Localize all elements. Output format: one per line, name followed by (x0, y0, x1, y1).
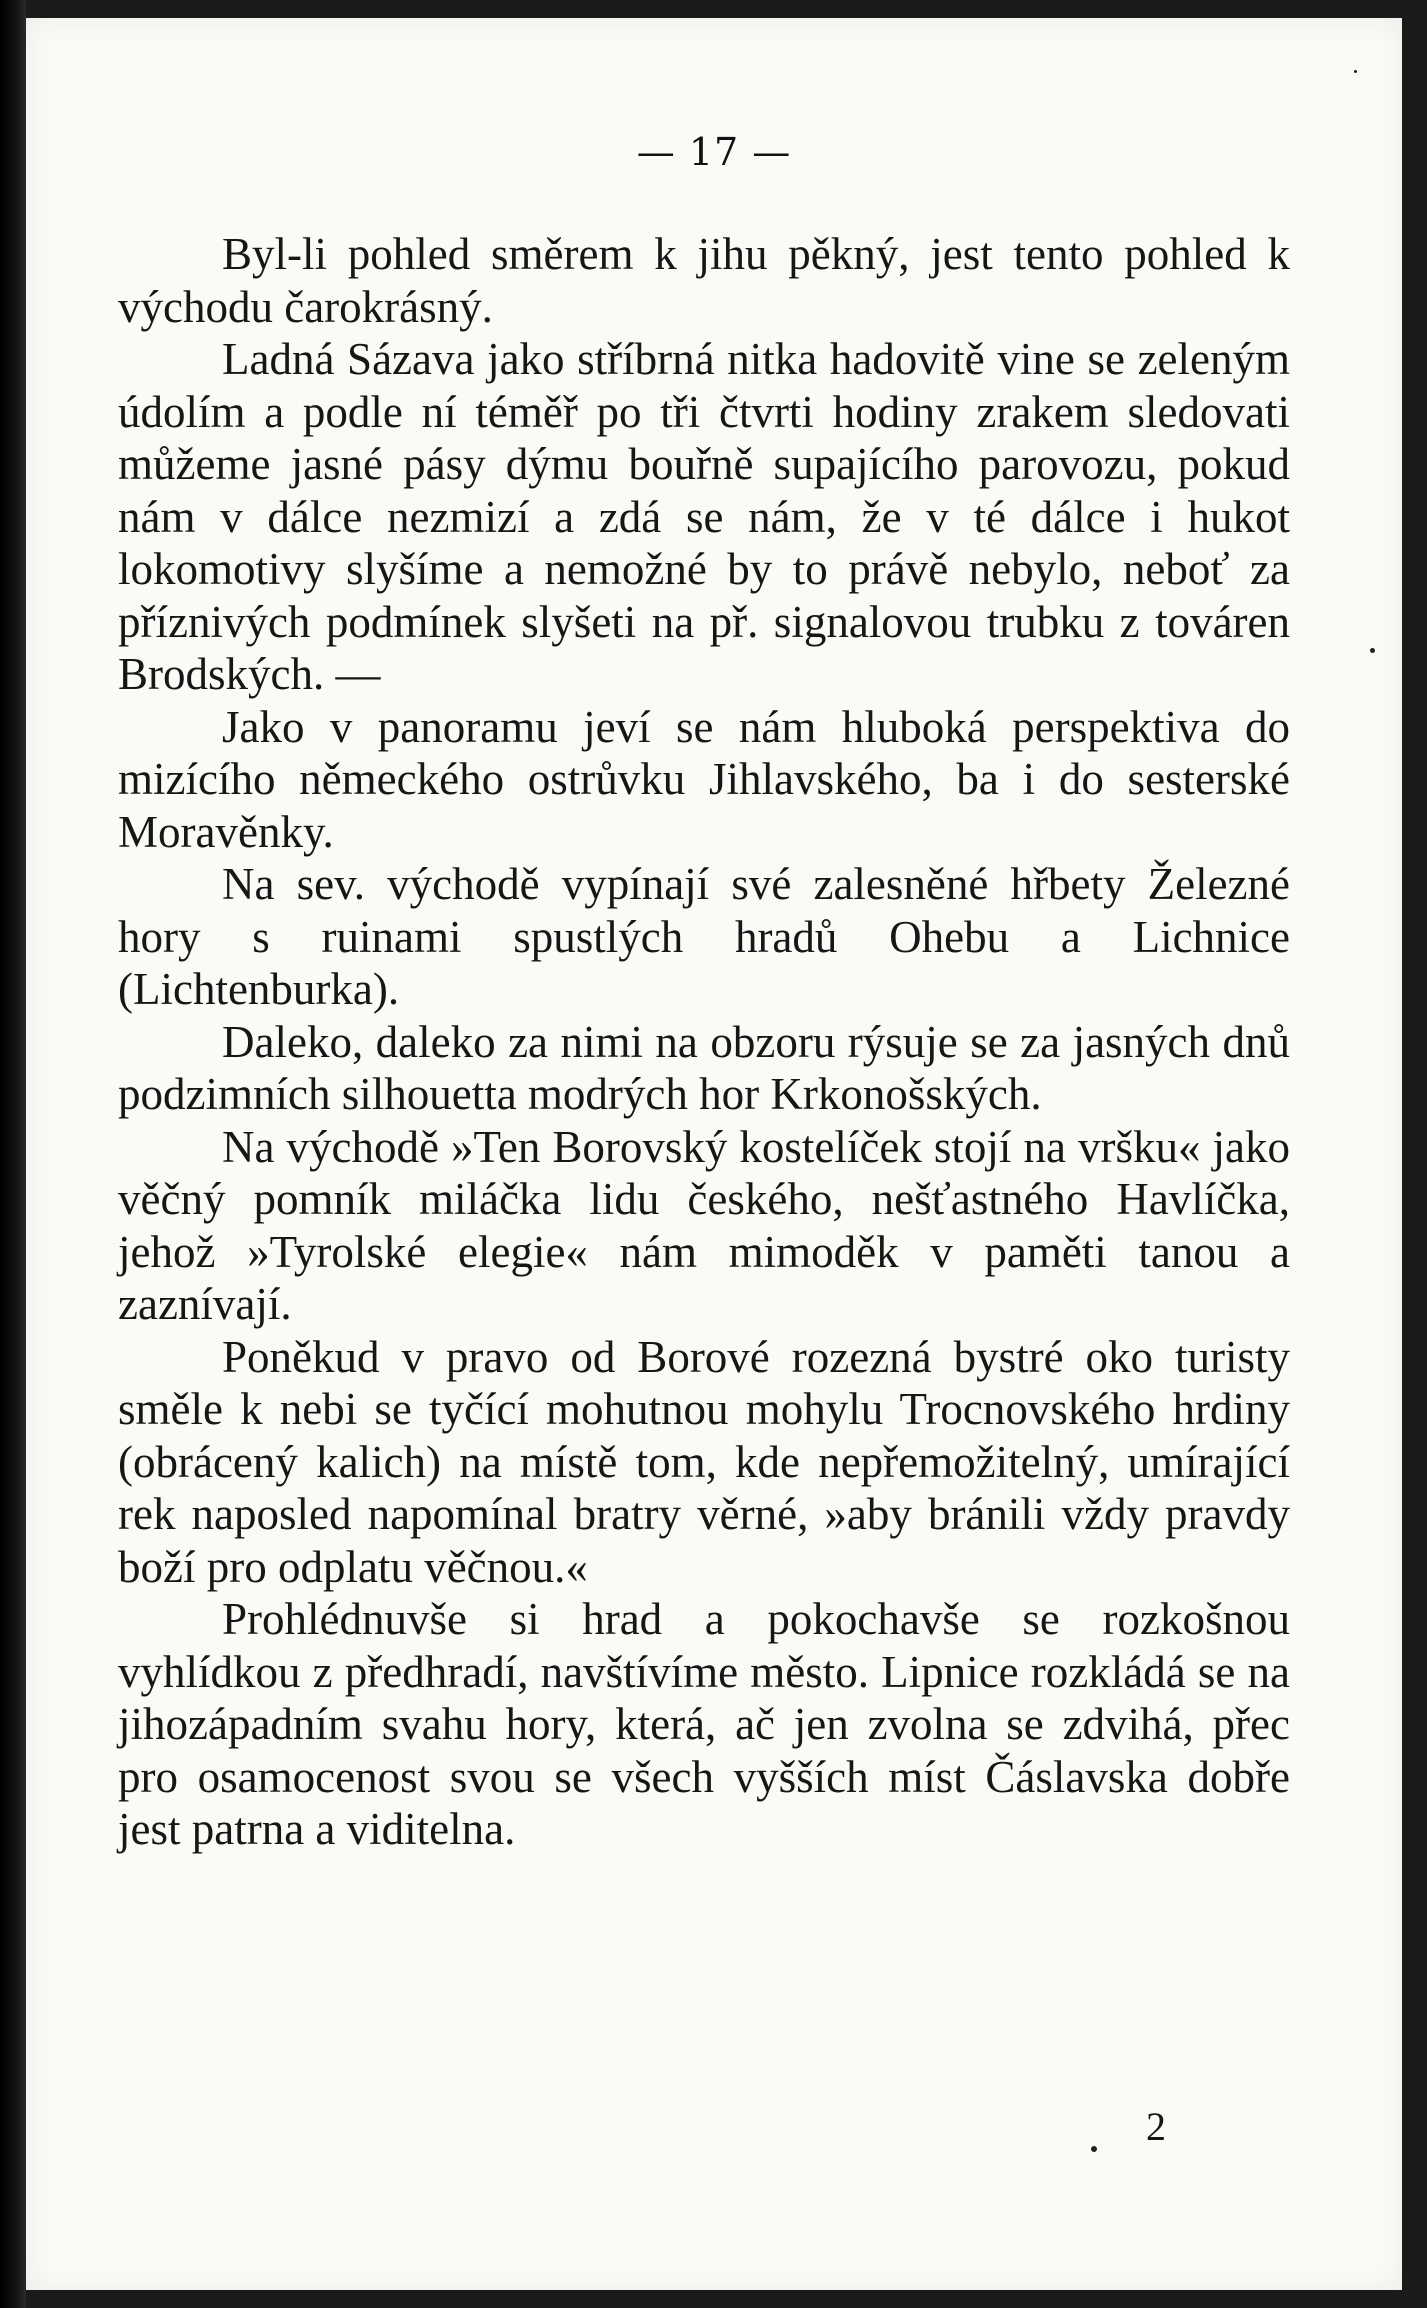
page-gutter-shadow (0, 0, 26, 2308)
paragraph: Poněkud v pravo od Borové rozezná bystré oko turisty směle k nebi se tyčící mohutnou mohylu Trocnovského hrdiny (obrácený kalich) na místě tom, kde nepřemožitelný, umírající rek naposled napomínal bratry věrné, »aby bránili vždy pravdy boží pro odplatu věčnou.« (118, 1331, 1290, 1592)
page-number: — 17 — (636, 130, 792, 174)
signature-mark: 2 (1146, 2104, 1166, 2149)
paragraph: Daleko, daleko za nimi na obzoru rýsuje se za jasných dnů podzimních silhouetta modrých hor Krkonošských. (118, 1016, 1290, 1119)
paragraph: Ladná Sázava jako stříbrná nitka hadovitě vine se zeleným údolím a podle ní téměř po tři čtvrti hodiny zrakem sledovati můžeme jasné pásy dýmu bouřně supajícího parovozu, pokud nám v dálce nezmizí a zdá se nám, že v té dálce i hukot lokomotivy slyšíme a nemožné by to právě nebylo, neboť za příznivých podmínek slyšeti na př. signalovou trubku z továren Brodských. — (118, 334, 1290, 699)
dust-speck (1354, 70, 1357, 73)
book-page (26, 18, 1402, 2290)
paragraph: Prohlédnuvše si hrad a pokochavše se rozkošnou vyhlídkou z předhradí, navštívíme město. Lipnice rozkládá se na jihozápadním svahu hory, která, ač jen zvolna se zdvihá, přec pro osamocenost svou se všech vyšších míst Čáslavska dobře jest patrna a viditelna. (118, 1594, 1290, 1854)
paragraph: Byl-li pohled směrem k jihu pěkný, jest tento pohled k východu čarokrásný. (118, 229, 1290, 332)
paragraph: Na východě »Ten Borovský kostelíček stojí na vršku« jako věčný pomník miláčka lidu českého, nešťastného Havlíčka, jehož »Tyrolské elegie« nám mimoděk v paměti tanou a zaznívají. (118, 1121, 1290, 1329)
dust-speck (1091, 2146, 1097, 2152)
paragraph: Na sev. východě vypínají své zalesněné hřbety Železné hory s ruinami spustlých hradů Ohebu a Lichnice (Lichtenburka). (118, 859, 1290, 1014)
page-text (118, 228, 1290, 1856)
paragraph: Jako v panoramu jeví se nám hluboká perspektiva do mizícího německého ostrůvku Jihlavského, ba i do sesterské Moravěnky. (118, 701, 1290, 857)
dust-speck (1370, 648, 1375, 653)
